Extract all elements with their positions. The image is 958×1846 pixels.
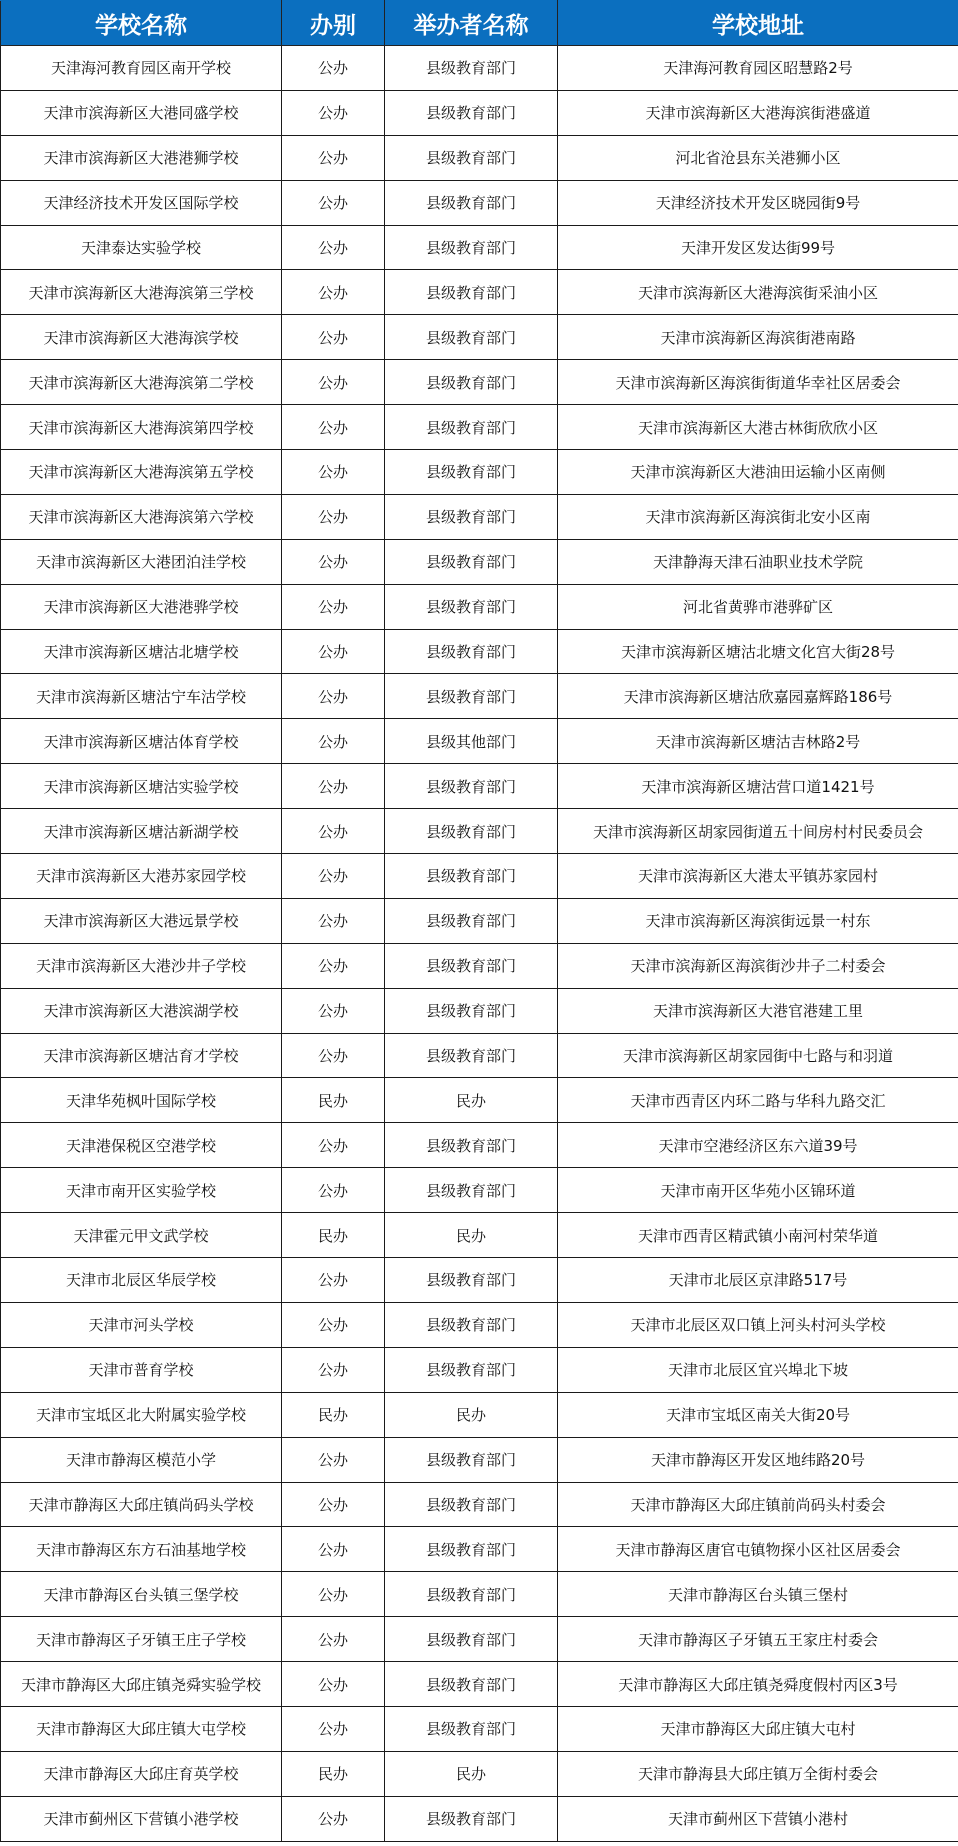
- cell-address: 天津市静海区唐官屯镇物探小区社区居委会: [558, 1527, 958, 1572]
- cell-school-type: 公办: [282, 719, 385, 764]
- cell-address: 河北省沧县东关港狮小区: [558, 135, 958, 180]
- cell-school-name: 天津港保税区空港学校: [1, 1123, 282, 1168]
- cell-school-type: 公办: [282, 225, 385, 270]
- table-row: [1, 943, 958, 988]
- cell-address: 天津市滨海新区胡家园街中七路与和羽道: [558, 1033, 958, 1078]
- cell-address: 天津静海天津石油职业技术学院: [558, 539, 958, 584]
- cell-school-type: 公办: [282, 1123, 385, 1168]
- table-row: [1, 1662, 958, 1707]
- cell-school-name: 天津市滨海新区塘沽北塘学校: [1, 629, 282, 674]
- cell-school-name: 天津市滨海新区塘沽育才学校: [1, 1033, 282, 1078]
- cell-school-type: 公办: [282, 1706, 385, 1751]
- cell-school-type: 民办: [282, 1078, 385, 1123]
- cell-school-type: 公办: [282, 180, 385, 225]
- cell-organizer: 县级教育部门: [385, 1796, 558, 1841]
- cell-school-name: 天津华苑枫叶国际学校: [1, 1078, 282, 1123]
- cell-school-type: 民办: [282, 1751, 385, 1796]
- cell-address: 天津市滨海新区塘沽吉林路2号: [558, 719, 958, 764]
- table-row: [1, 1437, 958, 1482]
- cell-school-type: 民办: [282, 1392, 385, 1437]
- cell-school-name: 天津市静海区模范小学: [1, 1437, 282, 1482]
- cell-school-name: 天津市静海区大邱庄镇尧舜实验学校: [1, 1662, 282, 1707]
- cell-school-type: 公办: [282, 1527, 385, 1572]
- cell-school-type: 公办: [282, 539, 385, 584]
- cell-school-name: 天津市北辰区华辰学校: [1, 1258, 282, 1303]
- table-row: [1, 1751, 958, 1796]
- cell-school-type: 公办: [282, 135, 385, 180]
- cell-organizer: 县级教育部门: [385, 1482, 558, 1527]
- cell-school-name: 天津市静海区大邱庄育英学校: [1, 1751, 282, 1796]
- cell-school-name: 天津市滨海新区大港海滨第六学校: [1, 494, 282, 539]
- cell-school-type: 公办: [282, 46, 385, 91]
- cell-organizer: 县级教育部门: [385, 854, 558, 899]
- cell-school-type: 公办: [282, 1258, 385, 1303]
- cell-school-name: 天津市静海区大邱庄镇尚码头学校: [1, 1482, 282, 1527]
- cell-school-type: 公办: [282, 898, 385, 943]
- table-row: [1, 405, 958, 450]
- cell-organizer: 民办: [385, 1213, 558, 1258]
- table-row: [1, 1302, 958, 1347]
- cell-school-type: 公办: [282, 1437, 385, 1482]
- cell-organizer: 县级教育部门: [385, 943, 558, 988]
- header-organizer: 举办者名称: [385, 1, 558, 46]
- table-header: [1, 1, 958, 46]
- cell-address: 天津经济技术开发区晓园街9号: [558, 180, 958, 225]
- cell-school-name: 天津市河头学校: [1, 1302, 282, 1347]
- table-row: [1, 90, 958, 135]
- cell-organizer: 民办: [385, 1392, 558, 1437]
- cell-school-type: 公办: [282, 405, 385, 450]
- cell-school-name: 天津市滨海新区大港港骅学校: [1, 584, 282, 629]
- table-row: [1, 1796, 958, 1841]
- table-row: [1, 1033, 958, 1078]
- table-row: [1, 719, 958, 764]
- cell-address: 天津市滨海新区胡家园街道五十间房村村民委员会: [558, 809, 958, 854]
- table-row: [1, 1392, 958, 1437]
- cell-address: 天津市静海区大邱庄镇大屯村: [558, 1706, 958, 1751]
- cell-address: 天津市滨海新区大港官港建工里: [558, 988, 958, 1033]
- cell-address: 天津市静海区大邱庄镇尧舜度假村丙区3号: [558, 1662, 958, 1707]
- table-row: [1, 809, 958, 854]
- cell-organizer: 民办: [385, 1078, 558, 1123]
- cell-address: 河北省黄骅市港骅矿区: [558, 584, 958, 629]
- cell-school-type: 公办: [282, 1302, 385, 1347]
- cell-school-name: 天津霍元甲文武学校: [1, 1213, 282, 1258]
- cell-organizer: 县级教育部门: [385, 539, 558, 584]
- cell-school-name: 天津市普育学校: [1, 1347, 282, 1392]
- cell-address: 天津市北辰区双口镇上河头村河头学校: [558, 1302, 958, 1347]
- cell-school-type: 公办: [282, 1796, 385, 1841]
- cell-school-name: 天津市滨海新区大港海滨学校: [1, 315, 282, 360]
- cell-school-type: 公办: [282, 1617, 385, 1662]
- table-row: [1, 46, 958, 91]
- cell-address: 天津市蓟州区下营镇小港村: [558, 1796, 958, 1841]
- table-row: [1, 1078, 958, 1123]
- cell-organizer: 县级教育部门: [385, 46, 558, 91]
- cell-organizer: 县级教育部门: [385, 135, 558, 180]
- cell-address: 天津市滨海新区大港古林街欣欣小区: [558, 405, 958, 450]
- header-address: 学校地址: [558, 1, 958, 46]
- cell-address: 天津市静海区子牙镇五王家庄村委会: [558, 1617, 958, 1662]
- cell-school-type: 公办: [282, 360, 385, 405]
- cell-school-name: 天津市滨海新区塘沽宁车沽学校: [1, 674, 282, 719]
- cell-school-name: 天津市静海区大邱庄镇大屯学校: [1, 1706, 282, 1751]
- cell-organizer: 县级教育部门: [385, 1617, 558, 1662]
- cell-school-name: 天津泰达实验学校: [1, 225, 282, 270]
- table-row: [1, 1213, 958, 1258]
- cell-address: 天津市滨海新区大港海滨街港盛道: [558, 90, 958, 135]
- cell-address: 天津市北辰区京津路517号: [558, 1258, 958, 1303]
- cell-address: 天津市南开区华苑小区锦环道: [558, 1168, 958, 1213]
- cell-school-name: 天津海河教育园区南开学校: [1, 46, 282, 91]
- cell-address: 天津市滨海新区海滨街港南路: [558, 315, 958, 360]
- cell-school-type: 公办: [282, 494, 385, 539]
- cell-organizer: 县级教育部门: [385, 1258, 558, 1303]
- cell-school-type: 公办: [282, 764, 385, 809]
- table-row: [1, 270, 958, 315]
- cell-organizer: 县级其他部门: [385, 719, 558, 764]
- cell-school-type: 民办: [282, 1213, 385, 1258]
- table-row: [1, 1706, 958, 1751]
- cell-school-name: 天津市滨海新区塘沽实验学校: [1, 764, 282, 809]
- cell-school-type: 公办: [282, 270, 385, 315]
- cell-address: 天津市北辰区宜兴埠北下坡: [558, 1347, 958, 1392]
- cell-school-name: 天津市滨海新区大港团泊洼学校: [1, 539, 282, 584]
- cell-school-name: 天津市滨海新区大港海滨第三学校: [1, 270, 282, 315]
- table-row: [1, 1617, 958, 1662]
- cell-school-type: 公办: [282, 1347, 385, 1392]
- cell-address: 天津市西青区精武镇小南河村荣华道: [558, 1213, 958, 1258]
- cell-school-name: 天津市南开区实验学校: [1, 1168, 282, 1213]
- cell-school-name: 天津市滨海新区大港滨湖学校: [1, 988, 282, 1033]
- cell-school-type: 公办: [282, 1572, 385, 1617]
- cell-school-type: 公办: [282, 629, 385, 674]
- cell-school-name: 天津市滨海新区大港海滨第四学校: [1, 405, 282, 450]
- header-row: [1, 1, 958, 46]
- cell-school-type: 公办: [282, 674, 385, 719]
- cell-organizer: 县级教育部门: [385, 1347, 558, 1392]
- cell-address: 天津市西青区内环二路与华科九路交汇: [558, 1078, 958, 1123]
- cell-school-type: 公办: [282, 809, 385, 854]
- cell-organizer: 县级教育部门: [385, 180, 558, 225]
- cell-organizer: 县级教育部门: [385, 1662, 558, 1707]
- table-row: [1, 539, 958, 584]
- cell-organizer: 县级教育部门: [385, 584, 558, 629]
- table-row: [1, 1347, 958, 1392]
- cell-address: 天津市滨海新区大港太平镇苏家园村: [558, 854, 958, 899]
- cell-organizer: 县级教育部门: [385, 1168, 558, 1213]
- table-body: [1, 46, 958, 1842]
- cell-school-name: 天津市滨海新区大港同盛学校: [1, 90, 282, 135]
- cell-organizer: 县级教育部门: [385, 1437, 558, 1482]
- table-row: [1, 494, 958, 539]
- cell-school-type: 公办: [282, 1482, 385, 1527]
- cell-address: 天津市滨海新区海滨街北安小区南: [558, 494, 958, 539]
- cell-organizer: 县级教育部门: [385, 1527, 558, 1572]
- header-school-name: 学校名称: [1, 1, 282, 46]
- cell-school-type: 公办: [282, 584, 385, 629]
- table-row: [1, 1482, 958, 1527]
- cell-school-type: 公办: [282, 988, 385, 1033]
- cell-organizer: 县级教育部门: [385, 405, 558, 450]
- cell-school-name: 天津市滨海新区塘沽新湖学校: [1, 809, 282, 854]
- cell-school-type: 公办: [282, 90, 385, 135]
- cell-organizer: 县级教育部门: [385, 1706, 558, 1751]
- table-row: [1, 898, 958, 943]
- cell-school-type: 公办: [282, 315, 385, 360]
- table-row: [1, 584, 958, 629]
- cell-organizer: 县级教育部门: [385, 809, 558, 854]
- cell-organizer: 民办: [385, 1751, 558, 1796]
- cell-address: 天津市滨海新区海滨街街道华幸社区居委会: [558, 360, 958, 405]
- cell-organizer: 县级教育部门: [385, 1033, 558, 1078]
- cell-organizer: 县级教育部门: [385, 315, 558, 360]
- cell-organizer: 县级教育部门: [385, 629, 558, 674]
- cell-school-type: 公办: [282, 1168, 385, 1213]
- cell-address: 天津市滨海新区塘沽欣嘉园嘉辉路186号: [558, 674, 958, 719]
- cell-school-name: 天津经济技术开发区国际学校: [1, 180, 282, 225]
- cell-address: 天津市滨海新区塘沽北塘文化宫大街28号: [558, 629, 958, 674]
- cell-school-name: 天津市静海区台头镇三堡学校: [1, 1572, 282, 1617]
- cell-address: 天津市静海县大邱庄镇万全街村委会: [558, 1751, 958, 1796]
- cell-school-name: 天津市静海区子牙镇王庄子学校: [1, 1617, 282, 1662]
- table-row: [1, 988, 958, 1033]
- cell-organizer: 县级教育部门: [385, 988, 558, 1033]
- cell-address: 天津市静海区台头镇三堡村: [558, 1572, 958, 1617]
- cell-address: 天津市滨海新区海滨街沙井子二村委会: [558, 943, 958, 988]
- cell-school-name: 天津市蓟州区下营镇小港学校: [1, 1796, 282, 1841]
- cell-organizer: 县级教育部门: [385, 764, 558, 809]
- cell-school-name: 天津市宝坻区北大附属实验学校: [1, 1392, 282, 1437]
- cell-address: 天津市滨海新区大港油田运输小区南侧: [558, 450, 958, 495]
- table-row: [1, 629, 958, 674]
- cell-organizer: 县级教育部门: [385, 360, 558, 405]
- table-row: [1, 225, 958, 270]
- table-row: [1, 674, 958, 719]
- cell-address: 天津开发区发达街99号: [558, 225, 958, 270]
- cell-school-name: 天津市静海区东方石油基地学校: [1, 1527, 282, 1572]
- cell-organizer: 县级教育部门: [385, 225, 558, 270]
- cell-school-name: 天津市滨海新区塘沽体育学校: [1, 719, 282, 764]
- cell-address: 天津市滨海新区海滨街远景一村东: [558, 898, 958, 943]
- cell-school-type: 公办: [282, 854, 385, 899]
- cell-address: 天津海河教育园区昭慧路2号: [558, 46, 958, 91]
- cell-organizer: 县级教育部门: [385, 1302, 558, 1347]
- cell-school-type: 公办: [282, 450, 385, 495]
- header-school-type: 办别: [282, 1, 385, 46]
- table-row: [1, 1258, 958, 1303]
- table-row: [1, 450, 958, 495]
- cell-organizer: 县级教育部门: [385, 450, 558, 495]
- cell-organizer: 县级教育部门: [385, 1123, 558, 1168]
- table-row: [1, 1123, 958, 1168]
- cell-organizer: 县级教育部门: [385, 674, 558, 719]
- table-row: [1, 180, 958, 225]
- cell-school-name: 天津市滨海新区大港远景学校: [1, 898, 282, 943]
- cell-address: 天津市静海区大邱庄镇前尚码头村委会: [558, 1482, 958, 1527]
- cell-organizer: 县级教育部门: [385, 270, 558, 315]
- cell-school-name: 天津市滨海新区大港沙井子学校: [1, 943, 282, 988]
- cell-school-name: 天津市滨海新区大港苏家园学校: [1, 854, 282, 899]
- table-row: [1, 764, 958, 809]
- cell-school-type: 公办: [282, 943, 385, 988]
- table-row: [1, 854, 958, 899]
- cell-address: 天津市空港经济区东六道39号: [558, 1123, 958, 1168]
- cell-organizer: 县级教育部门: [385, 494, 558, 539]
- table-row: [1, 360, 958, 405]
- cell-address: 天津市滨海新区大港海滨街采油小区: [558, 270, 958, 315]
- cell-address: 天津市宝坻区南关大街20号: [558, 1392, 958, 1437]
- table-row: [1, 315, 958, 360]
- table-row: [1, 1168, 958, 1213]
- cell-organizer: 县级教育部门: [385, 1572, 558, 1617]
- cell-school-type: 公办: [282, 1662, 385, 1707]
- cell-organizer: 县级教育部门: [385, 898, 558, 943]
- cell-organizer: 县级教育部门: [385, 90, 558, 135]
- table-row: [1, 135, 958, 180]
- cell-address: 天津市静海区开发区地纬路20号: [558, 1437, 958, 1482]
- cell-school-name: 天津市滨海新区大港海滨第五学校: [1, 450, 282, 495]
- cell-address: 天津市滨海新区塘沽营口道1421号: [558, 764, 958, 809]
- cell-school-type: 公办: [282, 1033, 385, 1078]
- table-row: [1, 1572, 958, 1617]
- cell-school-name: 天津市滨海新区大港港狮学校: [1, 135, 282, 180]
- cell-school-name: 天津市滨海新区大港海滨第二学校: [1, 360, 282, 405]
- table-row: [1, 1527, 958, 1572]
